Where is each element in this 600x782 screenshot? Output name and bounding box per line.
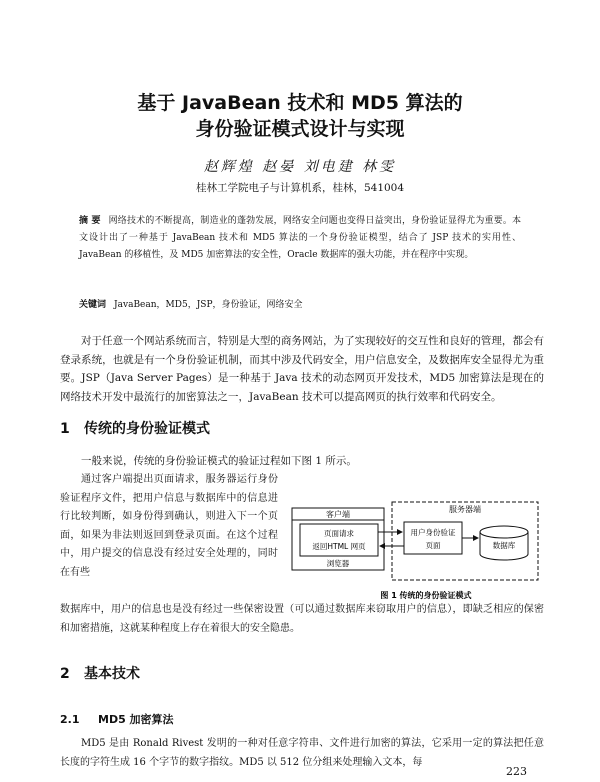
- section-1-paragraph-2: 通过客户端提出页面请求，服务器运行身份验证程序文件，把用户信息与数据库中的信息进行比较判断，如身份得到确认，则进入下一个页面，如果为非法则返回到登录页面。在这个过程中，用户提交的信息没有经过安全处理的，同时在有些: [60, 474, 278, 578]
- section-1-number: 1: [60, 421, 70, 437]
- abstract-label: 摘 要: [79, 216, 101, 226]
- paper-title-line-1: 基于 JavaBean 技术和 MD5 算法的: [137, 92, 463, 114]
- section-2-title: 基本技术: [84, 666, 140, 682]
- figure-1-caption: 图 1 传统的身份验证模式: [380, 591, 472, 600]
- server-label: 服务器端: [449, 505, 481, 514]
- section-1-paragraph-3: 数据库中，用户的信息也是没有经过一些保密设置（可以通过数据库来窃取用户的信息），即缺乏相应的保密和加密措施，这就某种程度上存在着很大的安全隐患。: [60, 604, 544, 634]
- section-2-1-heading: [60, 711, 174, 727]
- return-html-label: 返回HTML 网页: [312, 542, 366, 551]
- paper-title-line-2: 身份验证模式设计与实现: [195, 118, 405, 140]
- section-2-number: 2: [60, 666, 70, 682]
- keywords-text: JavaBean，MD5，JSP，身份验证，网络安全: [114, 300, 303, 310]
- auth-page-label-2: 页面: [425, 541, 441, 550]
- keywords-label: 关键词: [79, 300, 107, 310]
- section-2-1-number: 2.1: [60, 713, 80, 726]
- section-1-heading: [60, 418, 210, 438]
- page-request-label: 页面请求: [324, 529, 354, 538]
- section-1-title: 传统的身份验证模式: [84, 421, 210, 437]
- client-label: 客户端: [326, 510, 350, 519]
- section-2-1-title: MD5 加密算法: [98, 713, 174, 726]
- browser-label: 浏览器: [326, 559, 350, 568]
- page-number: 223: [506, 765, 527, 778]
- intro-paragraph: 对于任意一个网站系统而言，特别是大型的商务网站，为了实现较好的交互性和良好的管理，都会有登录系统，也就是有一个身份验证机制，而其中涉及代码安全，用户信息安全，及数据库安全显得尤为重要。JSP（Java Server Pages）是一种基于 Java 技术的动态网页开发技术，MD5 加密算法是现在的网络技术开发中最流行的加密算法之一，JavaBean 技术可以提高网页的执行效率和代码安全。: [60, 335, 544, 403]
- database-cylinder-top: [480, 526, 528, 538]
- auth-page-label-1: 用户身份验证: [410, 528, 456, 537]
- section-1-paragraph-1: 一般来说，传统的身份验证模式的验证过程如下图 1 所示。: [81, 455, 357, 467]
- section-2-1-paragraph-1: MD5 是由 Ronald Rivest 发明的一种对任意字符串、文件进行加密的算法，它采用一定的算法把任意长度的字符生成 16 个字节的数字指纹。MD5 以 512 位分组来处理输入文本，每: [60, 738, 544, 768]
- figure-1-diagram: [286, 498, 544, 618]
- author-list: 赵辉煌 赵晏 刘电建 林雯: [203, 159, 397, 175]
- abstract-text: 网络技术的不断提高，制造业的蓬勃发展，网络安全问题也变得日益突出，身份验证显得尤为重要。本文设计出了一种基于 JavaBean 技术和 MD5 算法的一个身份验证模型，结合了 JSP 技术的实用性、JavaBean 的移植性，及 MD5 加密算法的安全性，Oracle 数据库的强大功能，并在程序中实现。: [79, 216, 521, 260]
- author-affiliation: 桂林工学院电子与计算机系，桂林，541004: [195, 182, 405, 194]
- section-2-heading: [60, 663, 140, 683]
- keywords: [79, 297, 521, 314]
- abstract: [79, 213, 521, 264]
- database-label: 数据库: [492, 541, 516, 550]
